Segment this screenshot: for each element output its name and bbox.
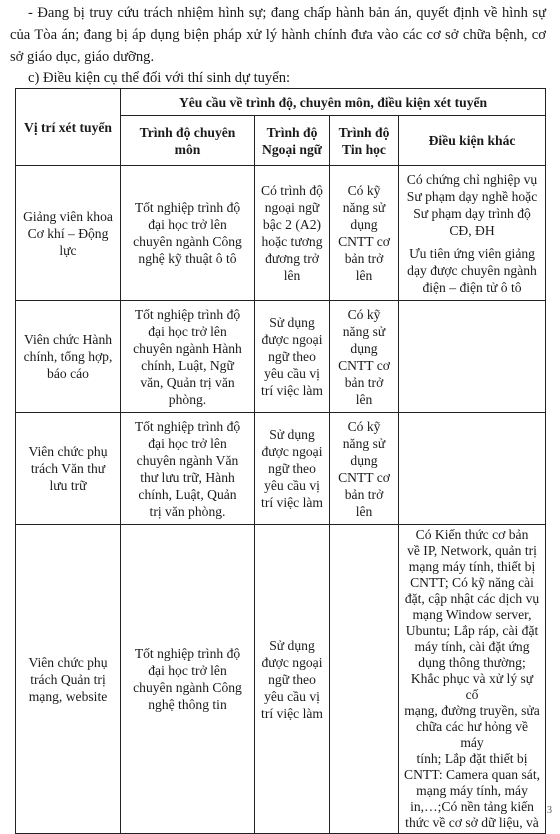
row-it [330, 525, 399, 834]
table-row [16, 166, 546, 301]
page-number: 3 [547, 805, 552, 816]
section-heading: c) Điều kiện cụ thể đối với thí sinh dự tuyển: [28, 70, 291, 86]
header-it: Trình độ Tin học [330, 116, 399, 166]
row-other [399, 413, 546, 525]
row-position: Viên chức phụ trách Quản trị mạng, website [16, 525, 121, 834]
header-language: Trình độ Ngoại ngữ [255, 116, 330, 166]
requirements-table [15, 88, 546, 834]
row-it: Có kỹ năng sử dụng CNTT cơ bản trở lên [330, 301, 399, 413]
row-other [399, 301, 546, 413]
header-degree: Trình độ chuyên môn [121, 116, 255, 166]
row-position: Viên chức Hành chính, tổng hợp, báo cáo [16, 301, 121, 413]
row-position: Giảng viên khoa Cơ khí – Động lực [16, 166, 121, 301]
row-language: Sử dụng được ngoại ngữ theo yêu cầu vị trí việc làm [255, 301, 330, 413]
header-group: Yêu cầu về trình độ, chuyên môn, điều kiện xét tuyển [121, 89, 546, 116]
row-degree: Tốt nghiệp trình độ đại học trở lên chuyên ngành Công nghệ thông tin [121, 525, 255, 834]
row-language: Có trình độ ngoại ngữ bậc 2 (A2) hoặc tương đương trở lên [255, 166, 330, 301]
row-it: Có kỹ năng sử dụng CNTT cơ bản trở lên [330, 413, 399, 525]
table-row [16, 413, 546, 525]
row-language: Sử dụng được ngoại ngữ theo yêu cầu vị trí việc làm [255, 413, 330, 525]
table-row [16, 525, 546, 834]
table-row [16, 301, 546, 413]
row-degree: Tốt nghiệp trình độ đại học trở lên chuyên ngành Công nghệ kỹ thuật ô tô [121, 166, 255, 301]
row-position: Viên chức phụ trách Văn thư lưu trữ [16, 413, 121, 525]
row-degree: Tốt nghiệp trình độ đại học trở lên chuyên ngành Hành chính, Luật, Ngữ văn, Quản trị văn phòng. [121, 301, 255, 413]
row-language: Sử dụng được ngoại ngữ theo yêu cầu vị trí việc làm [255, 525, 330, 834]
header-other: Điều kiện khác [399, 116, 546, 166]
row-it: Có kỹ năng sử dụng CNTT cơ bản trở lên [330, 166, 399, 301]
intro-paragraph: - Đang bị truy cứu trách nhiệm hình sự; đang chấp hành bản án, quyết định về hình sự của Tòa án; đang bị áp dụng biện pháp xử lý hành chính đưa vào các cơ sở chữa bệnh, cơ sở giáo dục, giáo dưỡng. [10, 5, 546, 65]
row-degree: Tốt nghiệp trình độ đại học trở lên chuyên ngành Văn thư lưu trữ, Hành chính, Luật, Quản trị văn phòng. [121, 413, 255, 525]
row-other: Có chứng chỉ nghiệp vụ Sư phạm dạy nghề hoặc Sư phạm dạy trình độ CĐ, ĐH Ưu tiên ứng viên giảng dạy được chuyên ngành điện – điện tử ô tô [399, 166, 546, 301]
row-other: Có Kiến thức cơ bản về IP, Network, quản trị mạng máy tính, thiết bị CNTT; Có kỹ năng cài đặt, cập nhật các dịch vụ mạng Window server, Ubuntu; Lắp ráp, cài đặt máy tính, cài đặt ứng dụng thông thường; Khắc phục và xử lý sự cố mạng, đường truyền, sửa chữa các hư hỏng về máy tính; Lắp đặt thiết bị CNTT: Camera quan sát, mạng máy tính, máy in,…;Có nền tảng kiến thức về cơ sở dữ liệu, và [399, 525, 546, 834]
header-position: Vị trí xét tuyển [16, 89, 121, 166]
